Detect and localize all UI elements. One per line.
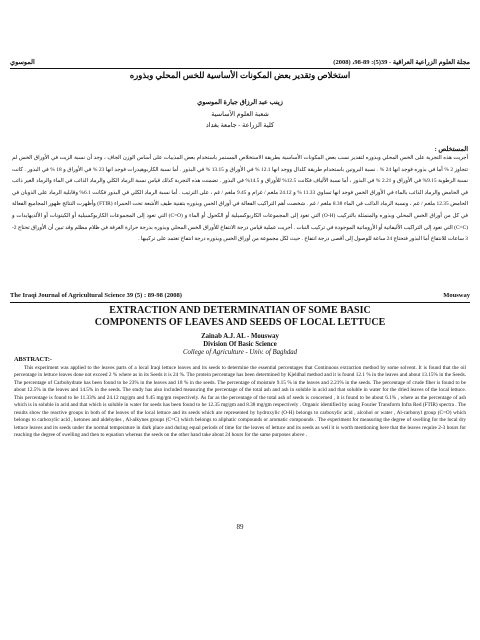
page-number: 89 xyxy=(236,523,244,531)
arabic-author-name: زينب عبد الرزاق جبارة الموسوي xyxy=(197,99,283,106)
arabic-running-author: الموسوي xyxy=(10,59,35,66)
header-rule xyxy=(10,68,470,69)
arabic-college: كلية الزراعة - جامعة بغداد xyxy=(205,122,275,129)
english-abstract xyxy=(14,365,466,440)
english-header-rule xyxy=(10,302,470,303)
arabic-title: استخلاص وتقدير بعض المكونات الأساسية للخس المحلي وبذوره xyxy=(129,70,351,80)
english-title-line-2: COMPONENTS OF LEAVES AND SEEDS OF LOCAL LETTUCE xyxy=(94,317,386,328)
english-title-line-1: EXTRACTION AND DETERMINATIAN OF SOME BASIC xyxy=(109,305,371,316)
english-division: Division Of Basic Science xyxy=(203,341,277,348)
english-college: College of Agriculture - Univ. of Baghdad xyxy=(182,349,298,356)
arabic-department: شعبة العلوم الأساسية xyxy=(211,111,269,118)
english-author-name: Zainab A.J. AL - Mousway xyxy=(201,333,279,340)
english-running-author: Mousway xyxy=(443,292,470,299)
english-running-header xyxy=(10,292,470,302)
english-abstract-text: This experiment was applied to the leaves parts of a local Iraqi lettuce leaves and its seeds to determine the essential percentages that Continuous extraction method by some solvent. It is found that the oil percentage in lettuce leaves done not exceed 2 % where as in its Seeds it is 24 %. The protein percentage has been determined by Kjeldhal method and it is found 12.1 % in the leaves and about 13.15% in the Seeds. The percentage of Carbohydrate has been found to be 23% in the leaves and 18 % in the seeds. The percentage of moisture 9.15 % in the leaves and 2.21% in the seeds. The percentage of crude fiber is found to be about 12.5% in the leaves and 14.5% in the seeds. The study has also included measuring the percentage of the total ash and ash in soluble in acid and that soluble in water for the dried leaves of the local lettuce. This percentage is found to be 11.33% and 24.12 mg/gm and 9.45 mg/gm respectively. As far as the percentage of the total ash of seeds is concerned , it is found to be about 6.1% , where as the percentage of ash which is in soluble in acid and that which is soluble in water for seeds has been found to be 12.35 mg/gm and 8.38 mg/gm respectively . Organic identified by using Fourier Transform Infra Red (FTIR) spectra . The results show the reactive groups in both of the leaves of the local lettuce and its seeds which are represented by hydroxylic (O-H) belongs to carboxylic acid , alcohol or water , Al-carbonyl group (C=O) which belongs to carboxylic acid , ketones and aldehydes , Al-alkynes groups (C=C) which belongs to aliphatic compounds or aromatic compounds . The experiment for measuring the degree of swelling for the local dry lettuce leaves and its seeds under the normal temperature in dark place and during equal periods of time for the leaves of lettuce and its seeds as well it is worth mentioning here that the leaves require 2-3 hours for reaching the degree of swelling and then to equation whereas the seeds on the other hand take about 24 hours for the same purposes above . xyxy=(14,365,466,439)
english-title xyxy=(20,305,460,329)
arabic-running-header xyxy=(10,58,470,68)
arabic-abstract-heading: المستخلص : xyxy=(434,146,468,153)
arabic-abstract: أجريت هذه التجربة على الخس المحلي وبذوره لتقدير نسب بعض المكونات الأساسية بطريقة الاستخلاص المستمر باستخدام بعض المذيبات على أساس الوزن الجاف ، وجد أن نسبة الزيت في الأوراق الخس لم تتجاوز 2 % أما في بذوره فوجد انها 24 % . نسبة البروتين باستخدام طريقة كلدال ووجد انها 12.1 % في الأوراق و 13.15 % في البذور . أما نسبة الكاربوهيدرات فوجد انها 23 % في الأوراق و 18 % في البذور . كانت نسبة الرطوبة 9.15% في الأوراق و 2.21 % في البذور ، أما نسبة الألياف فكانت 12.5% للأوراق و 14.5% في البذور . تضمنت هذه التجربة كذلك قياس نسبة الرماد الكلي والرماد الذائب في الماء والرماد الغير ذائب في الحامض والرماد الذائب بالماء في الأوراق الخس فوجد انها تساوي 11.33 % و 24.12 ملغم / غرام و 9.45 ملغم / غم ، على الترتيب . أما نسبة الرماد الكلي في البذور فكانت 6.1% وقابلية الرماد على الذوبان في الحامض 12.35 ملغم / غم ، ونسبة الرماد الذائب في الماء 8.38 ملغم / غم . شخصت أهم التراكيب الفعالة في أوراق الخس وبذوره بتقنية طيف الأشعة تحت الحمراء (FTIR) وأظهرت النتائج ظهور المجاميع الفعالة في كل من أوراق الخس المحلي وبذوره والمتمثلة بالتركيب (O-H) التي تعود إلى المجموعات الكاربوكسيلية أو الكحول أو الماء و (C=O) التي تعود إلى المجموعات الكاربوكسيلية أو الكيتونات أو الألديهايدات و (C=C) التي تعود إلى التراكيب الأليفاتية أو الأروماتية الموجودة في تركيب النبات . أجريت عملية قياس درجة الانتفاخ للأوراق الخس المحلي وبذوره بدرجة حرارة الغرفة في ظلام مظلم وقد تبين أن الأوراق تحتاج 2-3 ساعات للانتفاخ أما البذور فتحتاج 24 ساعة للوصول إلى أقصى درجة انتفاخ . حيث لكل مجموعة من أوراق الخس وبذوره درجة انتفاخ تعتمد على تركيبها . xyxy=(12,155,469,243)
english-journal-citation: The Iraqi Journal of Agricultural Science 39 (5) : 89-98 (2008) xyxy=(10,292,182,299)
english-abstract-heading: ABSTRACT:- xyxy=(14,356,53,363)
arabic-journal-citation: مجلة العلوم الزراعية العراقية - 39(5): 89-98، (2008) xyxy=(333,59,470,66)
